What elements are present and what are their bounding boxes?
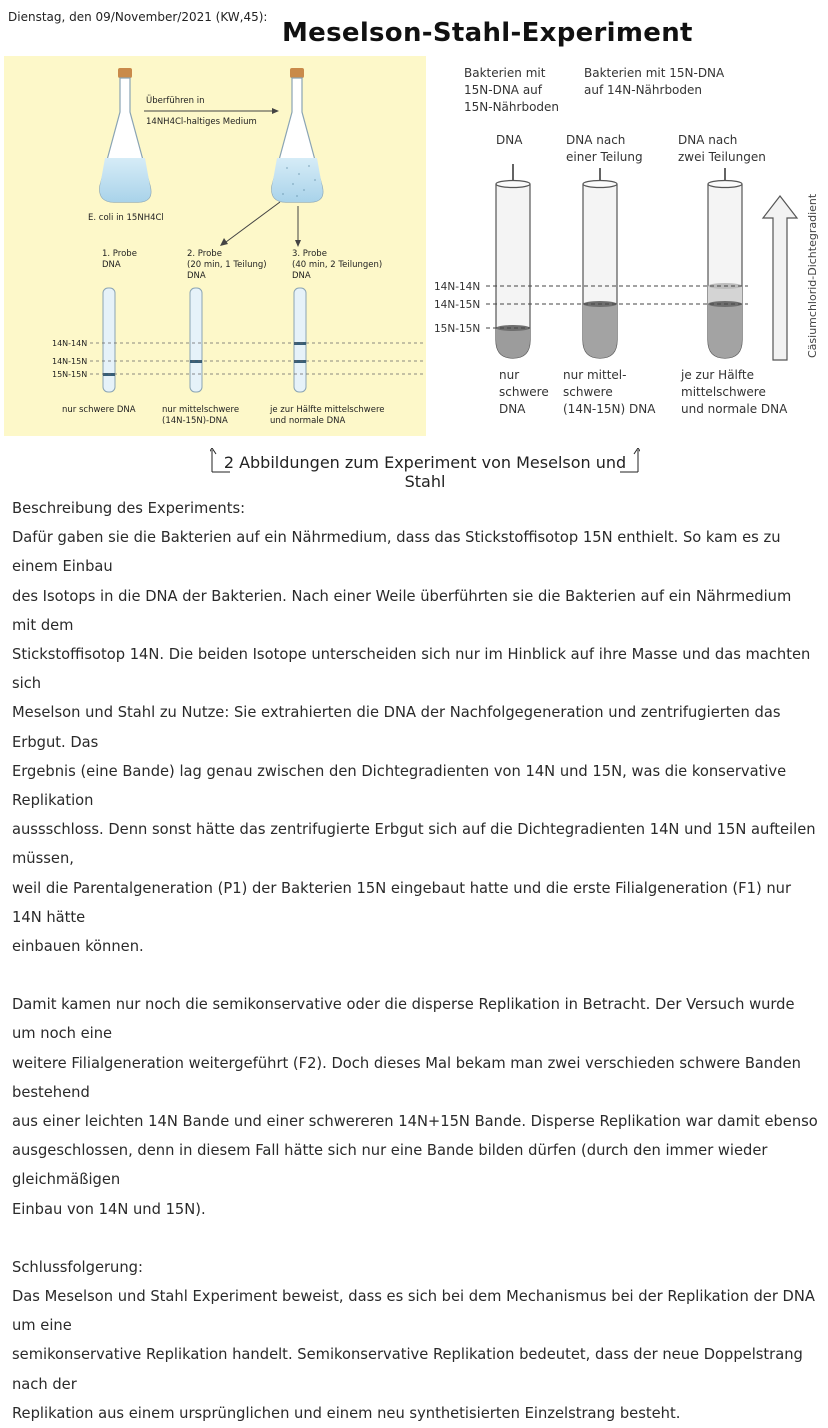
caption-text: 2 Abbildungen zum Experiment von Meselson und Stahl bbox=[223, 453, 627, 491]
probe-2-time: (20 min, 1 Teilung) bbox=[187, 260, 267, 270]
tube-3 bbox=[294, 288, 306, 392]
res-2-line1: nur mittel- bbox=[563, 368, 627, 382]
res-3-line3: und normale DNA bbox=[681, 402, 788, 416]
heading-description: Beschreibung des Experiments: bbox=[12, 500, 246, 517]
col-3-line2: zwei Teilungen bbox=[678, 150, 766, 164]
tube-2 bbox=[190, 288, 202, 392]
probe-3-dna: DNA bbox=[292, 271, 311, 281]
transfer-label-1: Überführen in bbox=[146, 96, 205, 106]
text-line: Stickstoffisotop 14N. Die beiden Isotope unterscheiden sich nur im Hinblick auf ihre Masse und das machten sich bbox=[12, 646, 811, 693]
figure-right-drawing bbox=[430, 56, 824, 436]
left-result-3a: je zur Hälfte mittelschwere bbox=[270, 405, 385, 415]
flask-2 bbox=[272, 68, 323, 202]
col-2-line2: einer Teilung bbox=[566, 150, 643, 164]
left-result-2b: (14N-15N)-DNA bbox=[162, 416, 228, 426]
left-result-2a: nur mittelschwere bbox=[162, 405, 240, 415]
heading-conclusion: Schlussfolgerung: bbox=[12, 1258, 143, 1276]
date-header: Dienstag, den 09/November/2021 (KW,45): bbox=[8, 10, 268, 24]
res-1-line3: DNA bbox=[499, 402, 526, 416]
transfer-label-2: 14NH4Cl-haltiges Medium bbox=[146, 117, 257, 127]
col-3-line1: DNA nach bbox=[678, 133, 738, 147]
col-1-label: DNA bbox=[496, 133, 523, 147]
left-result-3b: und normale DNA bbox=[270, 416, 346, 426]
text-line: Meselson und Stahl zu Nutze: Sie extrahierten die DNA der Nachfolgegeneration und zentrifugierten das Erbgut. Das bbox=[12, 704, 781, 751]
probe-3-title: 3. Probe bbox=[292, 249, 327, 259]
bact-1-line1: Bakterien mit bbox=[464, 66, 546, 80]
gradient-tube-2 bbox=[583, 181, 617, 359]
paragraph-2 bbox=[12, 990, 820, 1224]
text-line: Einbau von 14N und 15N). bbox=[12, 1200, 206, 1218]
bact-2-line1: Bakterien mit 15N-DNA bbox=[584, 66, 725, 80]
res-3-line1: je zur Hälfte bbox=[681, 368, 754, 382]
probe-2-title: 2. Probe bbox=[187, 249, 222, 259]
paragraph-3 bbox=[12, 1282, 820, 1428]
col-2-line1: DNA nach bbox=[566, 133, 626, 147]
tube-1 bbox=[103, 288, 115, 392]
right-band-15-15: 15N-15N bbox=[434, 323, 481, 335]
text-line: Dafür gaben sie die Bakterien auf ein Nährmedium, dass das Stickstoffisotop 15N enthielt. So kam es zu einem Einbau bbox=[12, 529, 781, 576]
probe-3-time: (40 min, 2 Teilungen) bbox=[292, 260, 383, 270]
body-text bbox=[12, 494, 820, 1428]
probe-1-title: 1. Probe bbox=[102, 249, 137, 259]
ecoli-label: E. coli in 15NH4Cl bbox=[88, 213, 164, 223]
right-band-14-15: 14N-15N bbox=[434, 299, 481, 311]
figure-flasks-and-tubes bbox=[4, 56, 426, 436]
left-band-14-14: 14N-14N bbox=[52, 339, 88, 348]
left-band-14-15: 14N-15N bbox=[52, 357, 88, 366]
bact-2-line2: auf 14N-Nährboden bbox=[584, 83, 703, 97]
probe-2-dna: DNA bbox=[187, 271, 206, 281]
res-2-line3: (14N-15N) DNA bbox=[563, 402, 656, 416]
probe-1-dna: DNA bbox=[102, 260, 121, 270]
figure-caption bbox=[210, 448, 640, 491]
figure-density-gradient bbox=[430, 56, 824, 436]
page-title: Meselson-Stahl-Experiment bbox=[282, 18, 693, 48]
text-line: ausgeschlossen, denn in diesem Fall hätte sich nur eine Bande bilden dürfen (durch den immer wieder gleichmäßigen bbox=[12, 1142, 768, 1189]
flask-1 bbox=[100, 68, 151, 202]
gradient-tube-1 bbox=[496, 181, 530, 359]
res-2-line2: schwere bbox=[563, 385, 613, 399]
text-line: Damit kamen nur noch die semikonservative oder die disperse Replikation in Betracht. Der Versuch wurde um noch eine bbox=[12, 996, 795, 1043]
text-line: semikonservative Replikation handelt. Semikonservative Replikation bedeutet, dass der neue Doppelstrang nach der bbox=[12, 1346, 803, 1393]
bact-1-line3: 15N-Nährboden bbox=[464, 100, 560, 114]
figure-left-drawing bbox=[4, 56, 426, 436]
left-result-1: nur schwere DNA bbox=[62, 405, 136, 415]
right-band-14-14: 14N-14N bbox=[434, 281, 481, 293]
gradient-tube-3 bbox=[708, 181, 742, 359]
text-line: weitere Filialgeneration weitergeführt (F2). Doch dieses Mal bekam man zwei verschieden schwere Banden bestehend bbox=[12, 1054, 801, 1101]
res-3-line2: mittelschwere bbox=[681, 385, 766, 399]
res-1-line2: schwere bbox=[499, 385, 549, 399]
res-1-line1: nur bbox=[499, 368, 520, 382]
text-line: Replikation aus einem ursprünglichen und einem neu synthetisierten Einzelstrang besteht. bbox=[12, 1404, 681, 1422]
gradient-arrow bbox=[763, 196, 797, 360]
text-line: des Isotops in die DNA der Bakterien. Nach einer Weile überführten sie die Bakterien auf ein Nährmedium mit dem bbox=[12, 587, 792, 634]
text-line: Ergebnis (eine Bande) lag genau zwischen den Dichtegradienten von 14N und 15N, was die konservative Replikation bbox=[12, 762, 787, 810]
text-line: Das Meselson und Stahl Experiment beweist, dass es sich bei dem Mechanismus bei der Replikation der DNA um eine bbox=[12, 1288, 815, 1335]
text-line: aussschloss. Denn sonst hätte das zentrifugierte Erbgut sich auf die Dichtegradienten 14N und 15N aufteilen müssen, bbox=[12, 821, 816, 868]
text-line: weil die Parentalgeneration (P1) der Bakterien 15N eingebaut hatte und die erste Filialgeneration (F1) nur 14N hätte bbox=[12, 879, 791, 926]
gradient-label: Cäsiumchlorid-Dichtegradient bbox=[806, 193, 819, 358]
text-line: einbauen können. bbox=[12, 938, 144, 956]
paragraph-1 bbox=[12, 523, 820, 961]
bact-1-line2: 15N-DNA auf bbox=[464, 83, 542, 97]
left-band-15-15: 15N-15N bbox=[52, 370, 88, 379]
text-line: aus einer leichten 14N Bande und einer schwereren 14N+15N Bande. Disperse Replikation war damit ebenso bbox=[12, 1113, 818, 1131]
